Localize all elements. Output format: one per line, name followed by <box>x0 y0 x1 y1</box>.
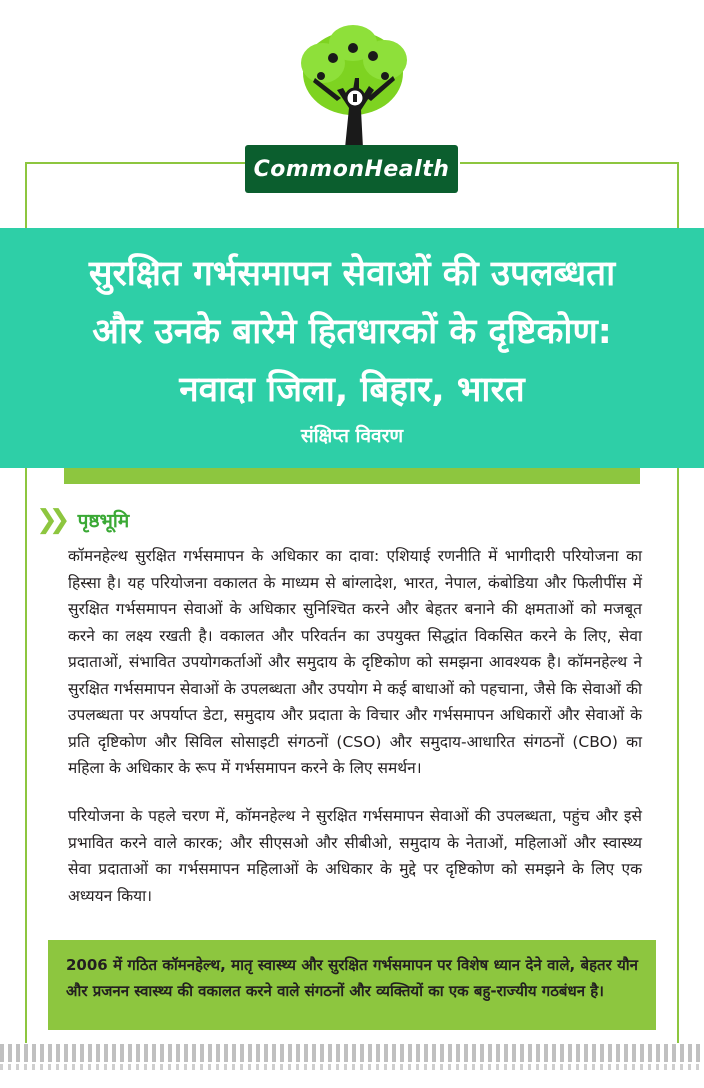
callout-text: 2006 में गठित कॉमनहेल्थ, मातृ स्वास्थ्य और सुरक्षित गर्भसमापन पर विशेष ध्यान देने वाले, बेहतर यौन और प्रजनन स्वास्थ्य की वकालत करने वाले संगठनों और व्यक्तियों का एक बहु-राज्यीय गठबंधन है। <box>66 956 638 1000</box>
footer-pattern <box>0 1044 704 1062</box>
frame-line-left-upper <box>25 162 27 228</box>
commonhealth-logo <box>245 18 460 182</box>
double-chevron-right-icon: ❯❯ <box>36 505 62 535</box>
footer-pattern-secondary <box>0 1064 704 1070</box>
frame-line-left-lower <box>25 468 27 1043</box>
section-title: पृष्ठभूमि <box>77 510 130 532</box>
frame-line-top-right <box>460 162 679 164</box>
paragraph-background: कॉमनहेल्थ सुरक्षित गर्भसमापन के अधिकार का दावा: एशियाई रणनीति में भागीदारी परियोजना का हिस्सा है। यह परियोजना वकालत के माध्यम से बांग्लादेश, भारत, नेपाल, कंबोडिया और फिलीपींस में सुरक्षित गर्भसमापन सेवाओं के अधिकार सुनिश्चित करने और बेहतर बनाने की क्षमताओं को मजबूत करने का लक्ष्य रखती है। वकालत और परिवर्तन का उपयुक्त सिद्धांत विकसित करने के लिए, सेवा प्रदाताओं, संभावित उपयोगकर्ताओं और समुदाय के दृष्टिकोण को समझना आवश्यक है। कॉमनहेल्थ ने सुरक्षित गर्भसमापन सेवाओं के उपलब्धता और उपयोग मे कई बाधाओं को पहचाना, जैसे कि सेवाओं की उपलब्धता पर अपर्याप्त डेटा, समुदाय और प्रदाता के विचार और गर्भसमापन अधिकारों और सेवाओं के प्रति दृष्टिकोण और सिविल सोसाइटी संगठनों (CSO) और समुदाय-आधारित संगठनों (CBO) का महिला के अधिकार के रूप में गर्भसमापन करने के लिए समर्थन। <box>68 547 642 777</box>
banner-underline-bar <box>64 468 640 484</box>
frame-line-right-upper <box>677 162 679 228</box>
logo-wordmark: CommonHealth <box>253 156 450 182</box>
title-line-1: सुरक्षित गर्भसमापन सेवाओं की उपलब्धता <box>88 254 616 294</box>
title-banner <box>0 228 704 468</box>
title-line-2: और उनके बारेमे हितधारकों के दृष्टिकोण: <box>92 312 612 352</box>
frame-line-top-left <box>25 162 245 164</box>
section-heading <box>36 505 129 535</box>
logo-wordmark-plate <box>245 145 458 193</box>
paragraph-phase-one: परियोजना के पहले चरण में, कॉमनहेल्थ ने सुरक्षित गर्भसमापन सेवाओं की उपलब्धता, पहुंच और इसे प्रभावित करने वाले कारक; और सीएसओ और सीबीओ, समुदाय के नेताओं, महिलाओं और स्वास्थ्य सेवा प्रदाताओं का गर्भसमापन महिलाओं के अधिकार के मुद्दे पर दृष्टिकोण को समझने के लिए एक अध्ययन किया। <box>68 807 642 905</box>
tree-icon <box>245 18 460 148</box>
banner-subtitle: संक्षिप्त विवरण <box>300 425 404 447</box>
title-line-3: नवादा जिला, बिहार, भारत <box>179 370 525 410</box>
info-callout-box <box>48 940 656 1030</box>
frame-line-right-lower <box>677 468 679 1043</box>
